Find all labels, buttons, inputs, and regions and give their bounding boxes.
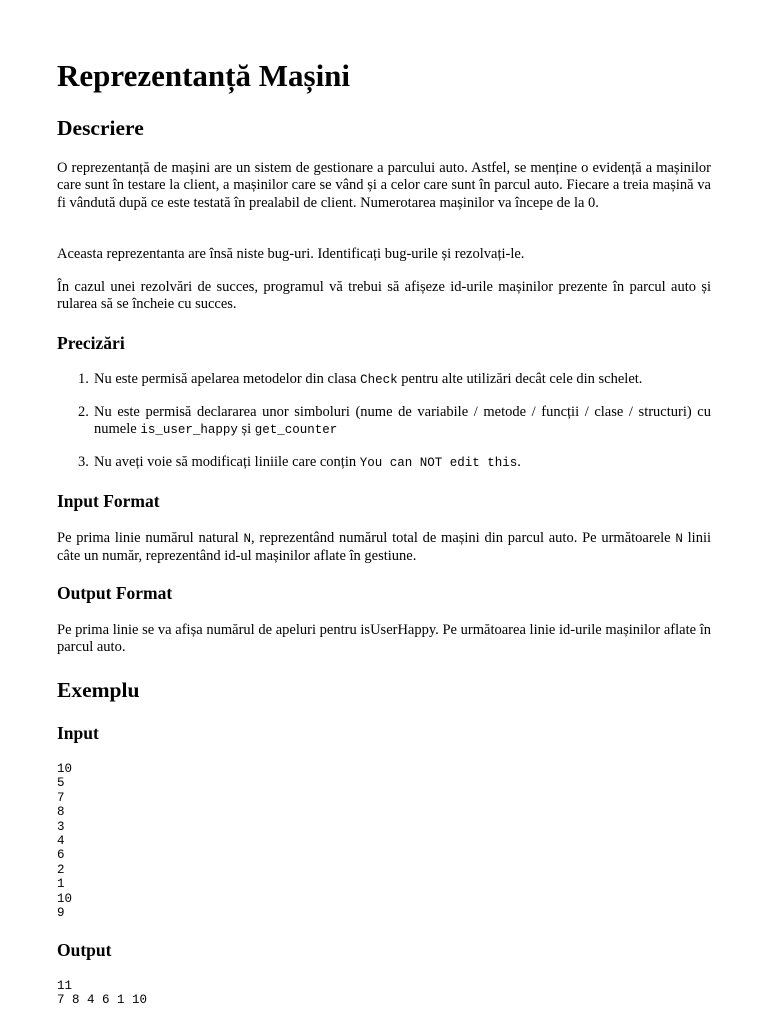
list-item-text: pentru alte utilizări decât cele din schelet.: [397, 371, 643, 387]
section-heading-precizari: Precizări: [57, 333, 125, 353]
list-item-number: 3.: [78, 454, 89, 470]
example-input-block: 10 5 7 8 3 4 6 2 1 10 9: [57, 762, 73, 921]
paragraph-text: linii câte un număr, reprezentând id-ul mașinilor aflate în gestiune.: [57, 530, 711, 565]
inline-code: N: [675, 532, 683, 546]
section-heading-exemplu: Exemplu: [57, 678, 140, 702]
section-heading-output-format: Output Format: [57, 583, 173, 603]
list-item-number: 2.: [78, 404, 89, 420]
inline-code: You can NOT edit this: [359, 456, 518, 470]
list-item-number: 1.: [78, 371, 89, 387]
descriere-paragraph-1: O reprezentanță de mașini are un sistem de gestionare a parcului auto. Astfel, se menține o evidență a mașinilor care sunt în testare la client, a mașinilor care se vând și a celor care sunt în parcul auto. Fiecare a treia mașină va fi vândută după ce este testată în prealabil de client. Numerotarea mașinilor va începe de la 0.: [57, 160, 711, 211]
list-item: [78, 454, 711, 472]
paragraph-text: Pe prima linie numărul natural: [57, 530, 244, 546]
descriere-paragraph-3: În cazul unei rezolvări de succes, programul vă trebui să afișeze id-urile mașinilor prezente în parcul auto și rularea să se încheie cu succes.: [57, 279, 711, 313]
inline-code: N: [243, 532, 251, 546]
list-item-text: Nu este permisă apelarea metodelor din clasa: [94, 371, 361, 387]
list-item-text: .: [517, 454, 521, 470]
list-item: [78, 404, 711, 440]
list-item-text: Nu aveți voie să modificați liniile care conțin: [94, 454, 360, 470]
list-item-text: Nu este permisă declararea unor simboluri (nume de variabile / metode / funcții / clase / structuri) cu numele: [94, 404, 711, 438]
output-format-paragraph: Pe prima linie se va afișa numărul de apeluri pentru isUserHappy. Pe următoarea linie id-urile mașinilor aflate în parcul auto.: [57, 622, 711, 656]
inline-code: Check: [360, 373, 398, 387]
paragraph-text: , reprezentând numărul total de mașini din parcul auto. Pe următoarele: [250, 530, 676, 546]
section-heading-input-format: Input Format: [57, 491, 160, 511]
page-title: Reprezentanță Mașini: [57, 58, 351, 93]
inline-code: is_user_happy: [140, 423, 238, 438]
example-output-block: 11 7 8 4 6 1 10: [57, 979, 148, 1008]
input-format-paragraph: [57, 530, 711, 566]
descriere-paragraph-2: Aceasta reprezentanta are însă niste bug-uri. Identificați bug-urile și rezolvați-le.: [57, 246, 525, 262]
example-output-heading: Output: [57, 940, 112, 960]
section-heading-descriere: Descriere: [57, 116, 144, 140]
list-item-text: și: [237, 421, 255, 438]
inline-code: get_counter: [254, 423, 338, 438]
example-input-heading: Input: [57, 723, 99, 743]
list-item: [78, 371, 711, 389]
